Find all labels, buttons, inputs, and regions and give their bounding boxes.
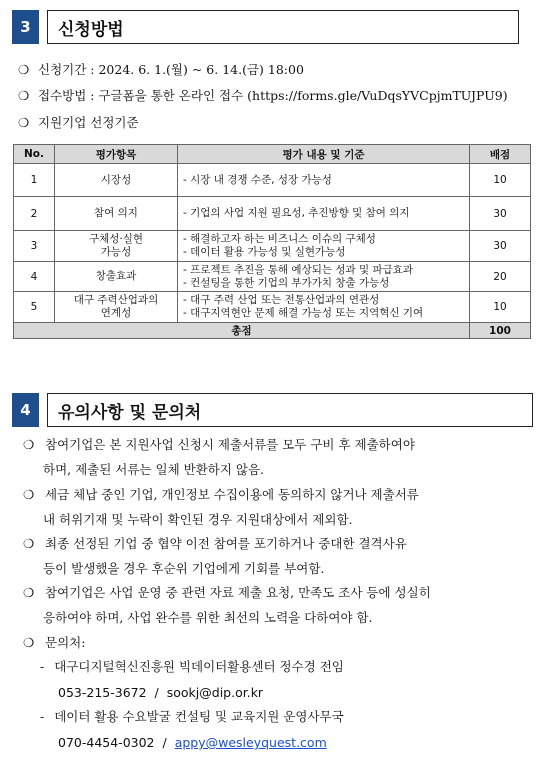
section-3-number: 3 xyxy=(12,10,39,44)
contact-phone: 053-215-3672 xyxy=(58,685,147,700)
section-3-header xyxy=(12,10,519,44)
bullet-application-period: ❍ 신청기간 : 2024. 6. 1.(월) ~ 6. 14.(금) 18:00 xyxy=(18,62,304,77)
header-no: No. xyxy=(14,145,55,164)
contact-details: 053-215-3672 / sookj@dip.or.kr xyxy=(58,685,264,700)
section-3-title: 신청방법 xyxy=(47,10,519,44)
contact-label-line xyxy=(23,633,85,651)
circle-bullet-icon: ❍ xyxy=(18,62,30,77)
contact-dash: - xyxy=(40,659,45,674)
note-item: ❍ 참여기업은 본 지원사업 신청시 제출서류를 모두 구비 후 제출하여야 하며, 제출된 서류는 일체 반환하지 않음. xyxy=(23,433,539,482)
circle-bullet-icon: ❍ xyxy=(23,585,35,600)
contact-phone: 070-4454-0302 xyxy=(58,735,155,750)
circle-bullet-icon: ❍ xyxy=(23,536,35,551)
section-4-header xyxy=(12,393,533,427)
bullet-selection-criteria: ❍ 지원기업 선정기준 xyxy=(18,115,139,130)
table-row: 3 구체성·실현 가능성 - 해결하고자 하는 비즈니스 이슈의 구체성 - 데이터 활용 가능성 및 실현가능성 30 xyxy=(14,231,531,262)
circle-bullet-icon: ❍ xyxy=(18,88,30,103)
circle-bullet-icon: ❍ xyxy=(23,487,35,502)
contact-details: 070-4454-0302 / appy@wesleyquest.com xyxy=(58,735,327,750)
contact-block-2 xyxy=(40,704,344,756)
header-score: 배점 xyxy=(470,145,531,164)
contact-email[interactable]: sookj@dip.or.kr xyxy=(166,685,264,700)
contact-block-1 xyxy=(40,654,344,706)
header-item: 평가항목 xyxy=(55,145,178,164)
table-row: 1 시장성 - 시장 내 경쟁 수준, 성장 가능성 10 xyxy=(14,164,531,197)
header-criteria: 평가 내용 및 기준 xyxy=(178,145,470,164)
contact-label: 문의처: xyxy=(45,635,86,650)
table-header-row xyxy=(14,145,531,164)
contact-dash: - xyxy=(40,709,45,724)
table-total-row xyxy=(14,323,531,339)
table-row: 2 참여 의지 - 기업의 사업 지원 필요성, 추진방향 및 참여 의지 30 xyxy=(14,197,531,231)
total-label: 총점 xyxy=(14,323,470,339)
selection-criteria-table xyxy=(13,144,531,339)
circle-bullet-icon: ❍ xyxy=(23,635,35,650)
total-value: 100 xyxy=(470,323,531,339)
contact-email-link[interactable]: appy@wesleyquest.com xyxy=(174,735,327,750)
note-item: ❍ 세금 체납 중인 기업, 개인정보 수집이용에 동의하지 않거나 제출서류 내 허위기재 및 누락이 확인된 경우 지원대상에서 제외함. xyxy=(23,483,539,532)
contact-org: 데이터 활용 수요발굴 컨설팅 및 교육지원 운영사무국 xyxy=(54,709,344,724)
note-item: ❍ 참여기업은 사업 운영 중 관련 자료 제출 요청, 만족도 조사 등에 성실히 응하여야 하며, 사업 완수를 위한 최선의 노력을 다하여야 함. xyxy=(23,581,539,630)
section-4-title: 유의사항 및 문의처 xyxy=(47,393,533,427)
circle-bullet-icon: ❍ xyxy=(23,437,35,452)
section-4-number: 4 xyxy=(12,393,39,427)
circle-bullet-icon: ❍ xyxy=(18,115,30,130)
bullet-application-method: ❍ 접수방법 : 구글폼을 통한 온라인 접수 (https://forms.gle/VuDqsYVCpjmTUJPU9) xyxy=(18,88,508,103)
note-item: ❍ 최종 선정된 기업 중 협약 이전 참여를 포기하거나 중대한 결격사유 등이 발생했을 경우 후순위 기업에게 기회를 부여함. xyxy=(23,532,539,581)
table-row: 4 창출효과 - 프로젝트 추진을 통해 예상되는 성과 및 파급효과 - 컨설팅을 통한 기업의 부가가치 창출 가능성 20 xyxy=(14,262,531,292)
table-row: 5 대구 주력산업과의 연계성 - 대구 주력 산업 또는 전통산업과의 연관성 - 대구지역현안 문제 해결 가능성 또는 지역혁신 기여 10 xyxy=(14,292,531,323)
contact-org: 대구디지털혁신진흥원 빅데이터활용센터 정수경 전임 xyxy=(54,659,344,674)
